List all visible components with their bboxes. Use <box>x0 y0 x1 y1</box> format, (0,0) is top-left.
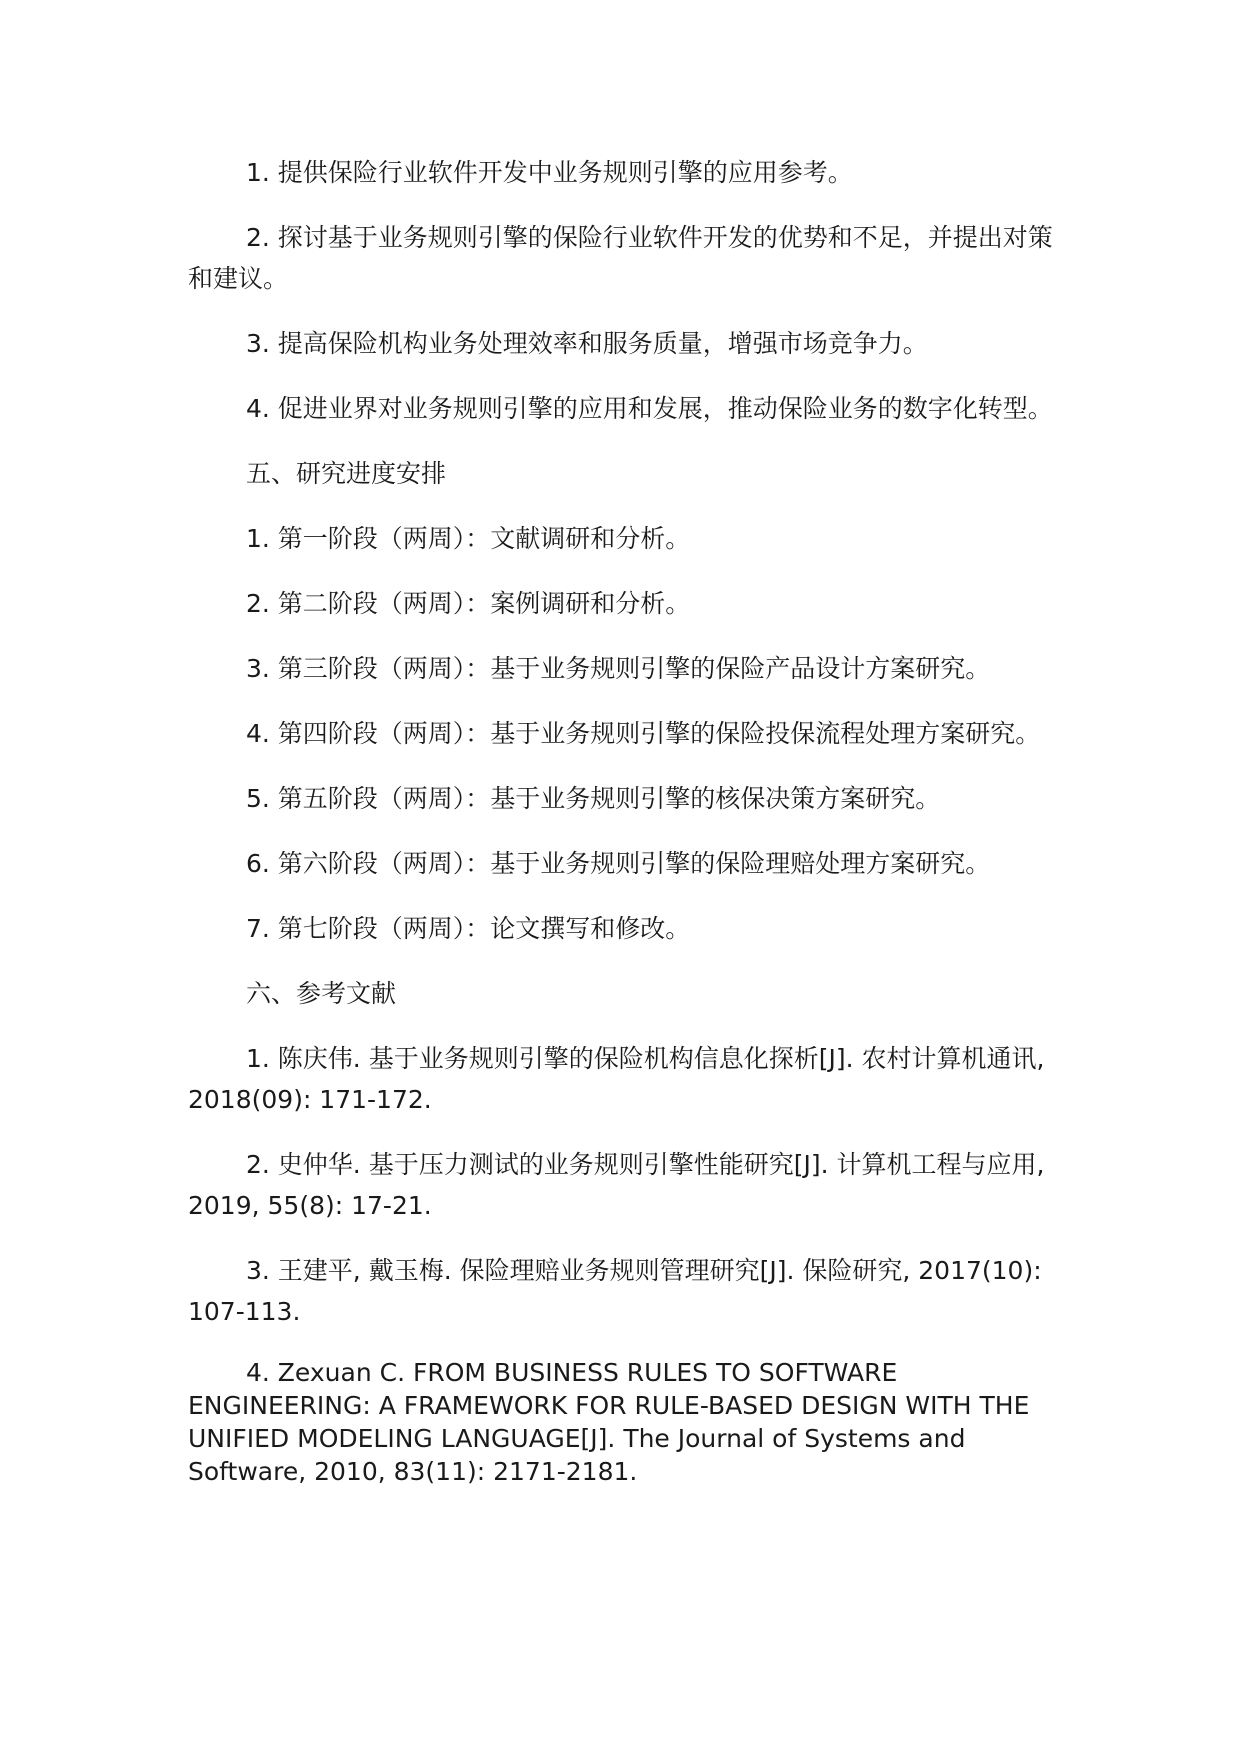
goal-item-2: 2. 探讨基于业务规则引擎的保险行业软件开发的优势和不足，并提出对策和建议。 <box>188 223 1053 293</box>
section-heading-schedule: 五、研究进度安排 <box>246 459 447 488</box>
schedule-item-2: 2. 第二阶段（两周）：案例调研和分析。 <box>246 589 691 618</box>
goal-item-1: 1. 提供保险行业软件开发中业务规则引擎的应用参考。 <box>246 158 853 187</box>
goal-item-3: 3. 提高保险机构业务处理效率和服务质量，增强市场竞争力。 <box>246 329 928 358</box>
document-body <box>188 152 1063 1488</box>
goal-item-4: 4. 促进业界对业务规则引擎的应用和发展，推动保险业务的数字化转型。 <box>246 394 1053 423</box>
reference-item-2: 2. 史仲华. 基于压力测试的业务规则引擎性能研究[J]. 计算机工程与应用, 2019, 55(8): 17-21. <box>188 1150 1045 1220</box>
section-heading-references: 六、参考文献 <box>246 979 397 1008</box>
reference-item-1: 1. 陈庆伟. 基于业务规则引擎的保险机构信息化探析[J]. 农村计算机通讯, 2018(09): 171-172. <box>188 1044 1045 1114</box>
schedule-item-1: 1. 第一阶段（两周）：文献调研和分析。 <box>246 524 691 553</box>
schedule-item-6: 6. 第六阶段（两周）：基于业务规则引擎的保险理赔处理方案研究。 <box>246 849 991 878</box>
schedule-item-4: 4. 第四阶段（两周）：基于业务规则引擎的保险投保流程处理方案研究。 <box>246 719 1041 748</box>
schedule-item-5: 5. 第五阶段（两周）：基于业务规则引擎的核保决策方案研究。 <box>246 784 941 813</box>
schedule-item-7: 7. 第七阶段（两周）：论文撰写和修改。 <box>246 914 691 943</box>
reference-item-3: 3. 王建平, 戴玉梅. 保险理赔业务规则管理研究[J]. 保险研究, 2017(10): 107-113. <box>188 1256 1042 1326</box>
reference-item-4: 4. Zexuan C. FROM BUSINESS RULES TO SOFTWARE ENGINEERING: A FRAMEWORK FOR RULE-BASED DESIGN WITH THE UNIFIED MODELING LANGUAGE[J]. The Journal of Systems and Software, 2010, 83(11): 2171-2181. <box>188 1358 1030 1486</box>
schedule-item-3: 3. 第三阶段（两周）：基于业务规则引擎的保险产品设计方案研究。 <box>246 654 991 683</box>
